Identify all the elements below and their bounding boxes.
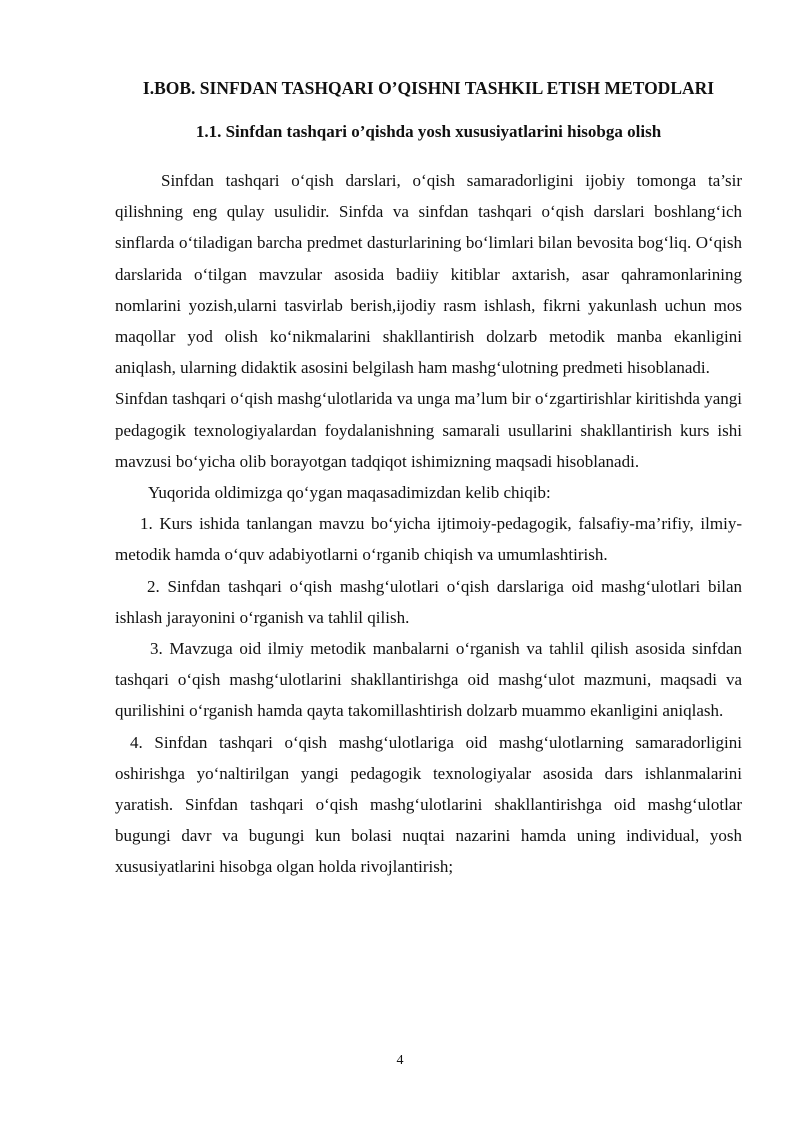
paragraph: Sinfdan tashqari o‘qish darslari, o‘qish samaradorligini ijobiy tomonga ta’sir qilishning eng qulay usulidir. Sinfda va sinfdan tashqari o‘qish darslari boshlang‘ich sinflarda o‘tiladigan barcha predmet dasturlarining bo‘limlari bilan bevosita bog‘liq. O‘qish darslarida o‘tilgan mavzular asosida badiiy kitiblar axtarish, asar qahramonlarining nomlarini yozish,ularni tasvirlab berish,ijodiy rasm ishlash, fikrni yakunlash uchun mos maqollar yod olish ko‘nikmalarini shakllantirish dolzarb metodik manba ekanligini aniqlash, ularning didaktik asosini belgilash ham mashg‘ulotning predmeti hisoblanadi. [115, 171, 742, 378]
list-item: 1. Kurs ishida tanlangan mavzu bo‘yicha ijtimoiy-pedagogik, falsafiy-ma’rifiy, ilmiy-metodik hamda o‘quv adabiyotlarni o‘rganib chiqish va umumlashtirish. [115, 514, 742, 565]
list-item: 3. Mavzuga oid ilmiy metodik manbalarni o‘rganish va tahlil qilish asosida sinfdan tashqari o‘qish mashg‘ulotlarini shakllantirishga oid mashg‘ulot mazmuni, maqsadi va qurilishini o‘rganish hamda qayta takomillashtirish dolzarb muammo ekanligini aniqlash. [115, 639, 742, 721]
chapter-title: I.BOB. SINFDAN TASHQARI O’QISHNI TASHKIL ETISH METODLARI [142, 78, 715, 98]
section-title: 1.1. Sinfdan tashqari o’qishda yosh xususiyatlarini hisobga olish [195, 122, 662, 141]
body-text [115, 165, 742, 883]
paragraph: Sinfdan tashqari o‘qish mashg‘ulotlarida va unga ma’lum bir o‘zgartirishlar kiritishda yangi pedagogik texnologiyalardan foydalanishning samarali usullarini shakllantirish kurs ishi mavzusi bo‘yicha olib borayotgan tadqiqot ishimizning maqsadi hisoblanadi. [115, 389, 742, 471]
list-item: 2. Sinfdan tashqari o‘qish mashg‘ulotlari o‘qish darslariga oid mashg‘ulotlari bilan ishlash jarayonini o‘rganish va tahlil qilish. [115, 576, 742, 627]
paragraph: Yuqorida oldimizga qo‘ygan maqasadimizdan kelib chiqib: [148, 483, 551, 503]
list-item: 4. Sinfdan tashqari o‘qish mashg‘ulotlariga oid mashg‘ulotlarning samaradorligini oshirishga yo‘naltirilgan yangi pedagogik texnologiyalar asosida dars ishlanmalarini yaratish. Sinfdan tashqari o‘qish mashg‘ulotlarini shakllantirishga oid mashg‘ulotlar bugungi davr va bugungi kun bolasi nuqtai nazarini hamda uning individual, yosh xususiyatlarini hisobga olgan holda rivojlantirish; [115, 732, 742, 877]
page-number: 4 [396, 1053, 404, 1068]
